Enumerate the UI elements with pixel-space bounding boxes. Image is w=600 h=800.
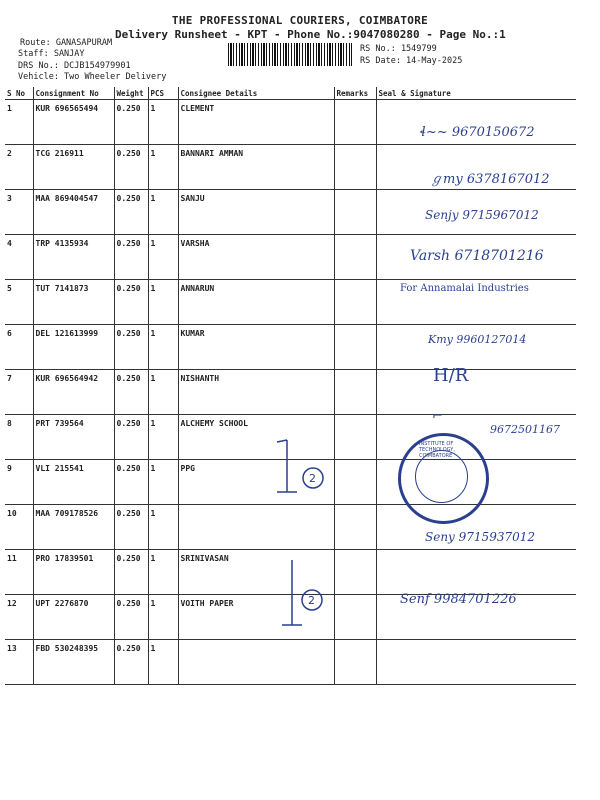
cell-consignee (178, 640, 334, 685)
cell-remarks (334, 325, 376, 370)
cell-weight: 0.250 (114, 100, 148, 145)
cell-weight: 0.250 (114, 280, 148, 325)
cell-remarks (334, 145, 376, 190)
phone-handwritten: 6378167012 (466, 172, 550, 187)
table-row (5, 325, 576, 370)
signature-row-4: Varsh 6718701216 (410, 248, 544, 264)
cell-pcs: 1 (148, 235, 178, 280)
cell-weight: 0.250 (114, 550, 148, 595)
cell-pcs: 1 (148, 145, 178, 190)
col-signature: Seal & Signature (376, 87, 576, 100)
cell-pcs: 1 (148, 280, 178, 325)
staff-label: Staff: SANJAY (18, 49, 85, 59)
cell-consignment: VLI 215541 (33, 460, 114, 505)
cell-weight: 0.250 (114, 325, 148, 370)
cell-consignment: TRP 4135934 (33, 235, 114, 280)
cell-pcs: 1 (148, 190, 178, 235)
cell-consignment: KUR 696564942 (33, 370, 114, 415)
cell-weight: 0.250 (114, 145, 148, 190)
seal-row-5: For Annamalai Industries (400, 283, 529, 294)
phone-row-9: 9672501167 (490, 423, 560, 436)
cell-signature (376, 640, 576, 685)
table-header-row (5, 87, 576, 100)
institute-seal (398, 433, 489, 524)
cell-weight: 0.250 (114, 460, 148, 505)
phone-handwritten: 9960127014 (456, 333, 527, 346)
cell-weight: 0.250 (114, 505, 148, 550)
signature-row-1: ɬ~~ 9670150672 (420, 125, 535, 140)
barcode (228, 43, 352, 66)
cell-consignment: KUR 696565494 (33, 100, 114, 145)
cell-pcs: 1 (148, 100, 178, 145)
cell-consignee: CLEMENT (178, 100, 334, 145)
cell-consignee: KUMAR (178, 325, 334, 370)
cell-signature (376, 325, 576, 370)
cell-consignee: SRINIVASAN (178, 550, 334, 595)
cell-sno: 7 (5, 370, 33, 415)
table-row (5, 640, 576, 685)
cell-sno: 11 (5, 550, 33, 595)
cell-pcs: 1 (148, 505, 178, 550)
phone-handwritten: 9715937012 (458, 530, 536, 544)
cell-weight: 0.250 (114, 415, 148, 460)
svg-text:2: 2 (308, 594, 315, 607)
rs-date: RS Date: 14-May-2025 (360, 56, 463, 66)
cell-sno: 1 (5, 100, 33, 145)
seal-text: INSTITUTE OF TECHNOLOGY, COIMBATORE (419, 441, 455, 459)
cell-consignment: PRO 17839501 (33, 550, 114, 595)
cell-pcs: 1 (148, 325, 178, 370)
note-row-7: H/R (433, 365, 469, 386)
cell-sno: 6 (5, 325, 33, 370)
drs-label: DRS No.: DCJB154979901 (18, 61, 131, 71)
cell-pcs: 1 (148, 415, 178, 460)
cell-consignment: UPT 2276870 (33, 595, 114, 640)
cell-remarks (334, 460, 376, 505)
cell-weight: 0.250 (114, 640, 148, 685)
phone-handwritten: 9715967012 (462, 208, 539, 222)
col-sno: S No (5, 87, 33, 100)
cell-remarks (334, 595, 376, 640)
runsheet-subtitle: Delivery Runsheet - KPT - Phone No.:9047080280 - Page No.:1 (115, 28, 506, 41)
cell-consignee: VOITH PAPER (178, 595, 334, 640)
cell-weight: 0.250 (114, 595, 148, 640)
col-remarks: Remarks (334, 87, 376, 100)
signature-row-7: Kmy 9960127014 (428, 333, 527, 346)
phone-handwritten: 9670150672 (451, 125, 535, 140)
cell-consignment: TCG 216911 (33, 145, 114, 190)
cell-sno: 3 (5, 190, 33, 235)
cell-sno: 4 (5, 235, 33, 280)
vehicle-label: Vehicle: Two Wheeler Delivery (18, 72, 167, 82)
cell-consignment: DEL 121613999 (33, 325, 114, 370)
col-pcs: PCS (148, 87, 178, 100)
cell-remarks (334, 100, 376, 145)
cell-consignment: PRT 739564 (33, 415, 114, 460)
svg-text:2: 2 (309, 472, 316, 485)
cell-sno: 12 (5, 595, 33, 640)
cell-pcs: 1 (148, 640, 178, 685)
bracket-mark-9-10 (255, 430, 335, 510)
cell-remarks (334, 505, 376, 550)
col-consignee: Consignee Details (178, 87, 334, 100)
cell-weight: 0.250 (114, 370, 148, 415)
company-title: THE PROFESSIONAL COURIERS, COIMBATORE (171, 14, 429, 27)
rs-number: RS No.: 1549799 (360, 44, 437, 54)
table-row (5, 370, 576, 415)
cell-sno: 9 (5, 460, 33, 505)
signature-row-8: ⌐ (432, 409, 443, 424)
cell-pcs: 1 (148, 595, 178, 640)
bracket-mark-12-13 (260, 555, 340, 635)
cell-sno: 10 (5, 505, 33, 550)
cell-weight: 0.250 (114, 235, 148, 280)
cell-remarks (334, 370, 376, 415)
signature-row-11: Seny 9715937012 (425, 530, 536, 544)
cell-signature (376, 550, 576, 595)
cell-pcs: 1 (148, 460, 178, 505)
signature-row-3: Senjy 9715967012 (425, 208, 539, 222)
cell-consignee: VARSHA (178, 235, 334, 280)
cell-remarks (334, 190, 376, 235)
phone-handwritten: 6718701216 (454, 248, 544, 264)
cell-sno: 8 (5, 415, 33, 460)
cell-consignee: BANNARI AMMAN (178, 145, 334, 190)
phone-handwritten: 9984701226 (433, 592, 517, 607)
signature-row-13: Senf 9984701226 (400, 592, 517, 607)
cell-sno: 5 (5, 280, 33, 325)
cell-remarks (334, 640, 376, 685)
col-weight: Weight (114, 87, 148, 100)
cell-sno: 2 (5, 145, 33, 190)
cell-sno: 13 (5, 640, 33, 685)
cell-remarks (334, 415, 376, 460)
cell-consignment: MAA 709178526 (33, 505, 114, 550)
cell-pcs: 1 (148, 550, 178, 595)
cell-consignment: FBD 530248395 (33, 640, 114, 685)
cell-consignee (178, 505, 334, 550)
cell-remarks (334, 235, 376, 280)
cell-remarks (334, 280, 376, 325)
cell-weight: 0.250 (114, 190, 148, 235)
cell-consignment: MAA 869404547 (33, 190, 114, 235)
cell-pcs: 1 (148, 370, 178, 415)
cell-signature (376, 370, 576, 415)
cell-consignee: PPG (178, 460, 334, 505)
cell-consignee: NISHANTH (178, 370, 334, 415)
col-consignment: Consignment No (33, 87, 114, 100)
cell-consignment: TUT 7141873 (33, 280, 114, 325)
cell-consignee: ALCHEMY SCHOOL (178, 415, 334, 460)
cell-consignee: ANNARUN (178, 280, 334, 325)
cell-remarks (334, 550, 376, 595)
signature-row-2: ℊmy 6378167012 (430, 172, 550, 187)
route-label: Route: GANASAPURAM (20, 38, 113, 48)
cell-consignee: SANJU (178, 190, 334, 235)
